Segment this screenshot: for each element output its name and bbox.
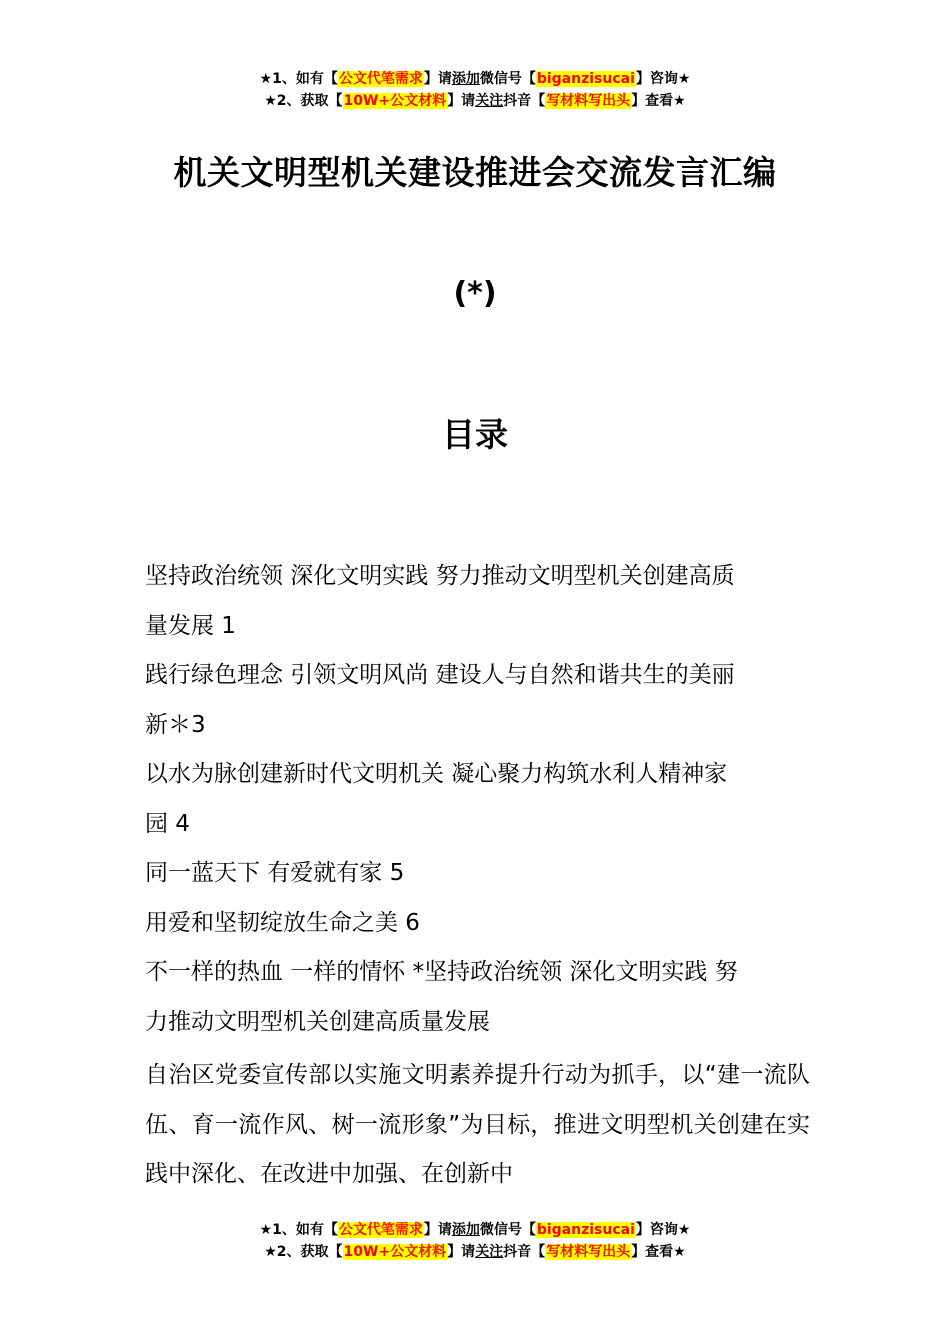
banner-line-1: ★1、如有【公文代笔需求】请添加微信号【biganzisucai】咨询★ <box>259 71 691 87</box>
toc-line: 践行绿色理念 引领文明风尚 建设人与自然和谐共生的美丽 <box>145 662 735 688</box>
toc-line: 力推动文明型机关创建高质量发展 <box>145 1008 490 1035</box>
highlight-materials: 10W+公文材料 <box>343 93 447 109</box>
banner-line-1: ★1、如有【公文代笔需求】请添加微信号【biganzisucai】咨询★ <box>259 1222 691 1238</box>
toc-heading: 目录 <box>442 415 508 454</box>
header-banner <box>0 68 950 112</box>
banner-line-2: ★2、获取【10W+公文材料】请关注抖音【写材料写出头】查看★ <box>264 93 686 109</box>
table-of-contents <box>145 552 810 1047</box>
document-subtitle: (*) <box>453 276 497 311</box>
body-paragraph: 自治区党委宣传部以实施文明素养提升行动为抓手，以“建一流队伍、育一流作风、树一流形象”为目标，推进文明型机关创建在实践中深化、在改进中加强、在创新中 <box>145 1062 810 1187</box>
highlight-douyin: 写材料写出头 <box>546 93 631 109</box>
highlight-wechat-id: biganzisucai <box>536 1222 635 1238</box>
highlight-ghostwriting: 公文代笔需求 <box>338 1222 423 1238</box>
toc-line: 以水为脉创建新时代文明机关 凝心聚力构筑水利人精神家 <box>145 761 728 787</box>
highlight-ghostwriting: 公文代笔需求 <box>338 71 423 87</box>
document-title: 机关文明型机关建设推进会交流发言汇编 <box>173 153 777 192</box>
highlight-wechat-id: biganzisucai <box>536 71 635 87</box>
toc-line: 量发展 1 <box>145 612 236 639</box>
highlight-materials: 10W+公文材料 <box>343 1244 447 1260</box>
toc-line: 坚持政治统领 深化文明实践 努力推动文明型机关创建高质 <box>145 563 735 589</box>
toc-line: 同一蓝天下 有爱就有家 5 <box>145 860 405 886</box>
toc-line: 不一样的热血 一样的情怀 *坚持政治统领 深化文明实践 努 <box>145 959 738 985</box>
toc-line: 园 4 <box>145 810 190 837</box>
toc-line: 新＊3 <box>145 711 206 738</box>
toc-line: 用爱和坚韧绽放生命之美 6 <box>145 909 420 936</box>
banner-line-2: ★2、获取【10W+公文材料】请关注抖音【写材料写出头】查看★ <box>264 1244 686 1260</box>
footer-banner <box>0 1219 950 1263</box>
highlight-douyin: 写材料写出头 <box>546 1244 631 1260</box>
